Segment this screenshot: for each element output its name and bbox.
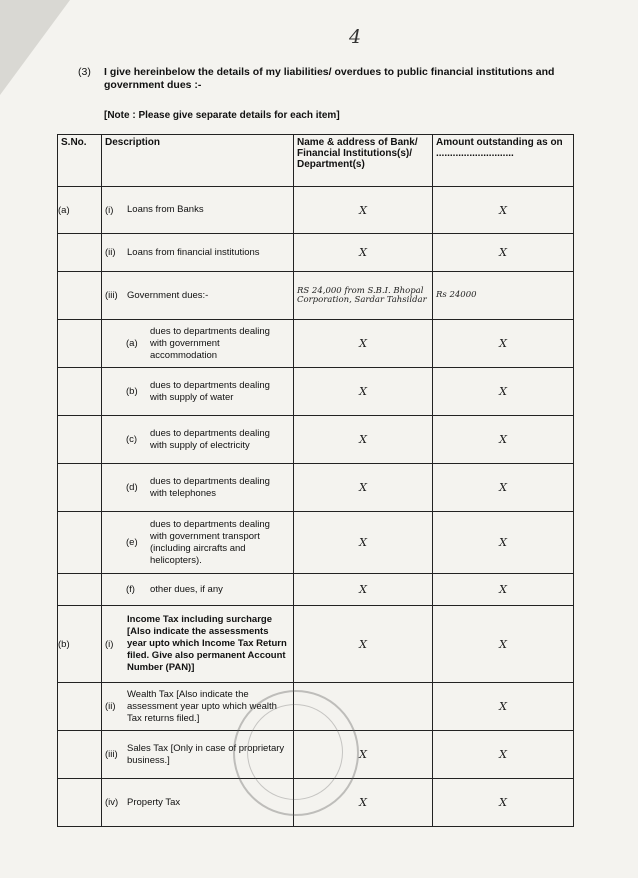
row-description-cell	[102, 574, 294, 606]
intro-text: I give hereinbelow the details of my liabilities/ overdues to public financial institutions and government dues :-	[104, 66, 555, 91]
header-amount: Amount outstanding as on ............................	[433, 135, 574, 187]
row-sno	[58, 779, 102, 827]
row-description: dues to departments dealing with telephones	[150, 475, 270, 499]
row-description: dues to departments dealing with supply of water	[150, 379, 270, 403]
row-amount: Rs 24000	[433, 272, 574, 320]
row-amount: X	[433, 512, 574, 574]
row-sub-index: (a)	[126, 338, 138, 349]
row-roman-index: (i)	[105, 204, 114, 216]
table-row	[58, 368, 574, 416]
row-amount: X	[433, 368, 574, 416]
row-amount: X	[433, 779, 574, 827]
row-description: Loans from Banks	[127, 204, 204, 215]
row-description-cell	[102, 416, 294, 464]
row-sno	[58, 272, 102, 320]
table-row	[58, 272, 574, 320]
row-name-address: X	[294, 731, 433, 779]
row-description: Property Tax	[127, 796, 181, 808]
official-seal-stamp	[233, 690, 359, 816]
table-row	[58, 234, 574, 272]
header-name-address: Name & address of Bank/ Financial Institutions(s)/ Department(s)	[294, 135, 433, 187]
row-name-address: X	[294, 512, 433, 574]
row-sub-index: (e)	[126, 537, 138, 548]
row-sno	[58, 320, 102, 368]
row-description: Government dues:-	[127, 289, 209, 301]
row-sno: (b)	[58, 606, 102, 683]
row-sno	[58, 574, 102, 606]
row-name-address: X	[294, 464, 433, 512]
row-amount: X	[433, 683, 574, 731]
row-description: Loans from financial institutions	[127, 246, 260, 258]
row-amount: X	[433, 187, 574, 234]
note-text: [Note : Please give separate details for each item]	[104, 110, 340, 121]
section-number: (3)	[78, 66, 91, 78]
table-row	[58, 464, 574, 512]
row-description-cell	[102, 464, 294, 512]
table-row	[58, 606, 574, 683]
row-name-address: X	[294, 606, 433, 683]
row-sub-index: (c)	[126, 434, 138, 445]
table-header-row	[58, 135, 574, 187]
table-row	[58, 574, 574, 606]
row-sub-index: (b)	[126, 386, 138, 397]
row-description-cell	[102, 320, 294, 368]
row-description: dues to departments dealing with government accommodation	[150, 325, 270, 361]
row-roman-index: (iii)	[105, 749, 118, 760]
row-roman-index: (ii)	[105, 247, 116, 258]
row-description-cell	[102, 512, 294, 574]
row-description: other dues, if any	[150, 583, 223, 595]
row-description-cell	[102, 272, 294, 320]
row-description: Sales Tax [Only in case of proprietary business.]	[127, 742, 285, 766]
row-sub-index: (d)	[126, 482, 138, 493]
row-description: Income Tax including surcharge [Also indicate the assessments year upto which Income Tax Return filed. Give also permanent Account Number (PAN)]	[127, 614, 287, 673]
row-description: dues to departments dealing with government transport (including aircrafts and helicopters).	[150, 518, 270, 566]
page-number: 4	[349, 26, 362, 48]
row-amount: X	[433, 320, 574, 368]
row-roman-index: (ii)	[105, 701, 116, 712]
row-amount: X	[433, 606, 574, 683]
row-description: Wealth Tax [Also indicate the assessment year upto which wealth Tax returns filed.]	[127, 688, 277, 724]
row-amount: X	[433, 416, 574, 464]
header-description: Description	[102, 135, 294, 187]
row-description-cell	[102, 368, 294, 416]
row-description-cell	[102, 187, 294, 234]
row-sno	[58, 464, 102, 512]
row-name-address: X	[294, 779, 433, 827]
row-sno: (a)	[58, 187, 102, 234]
table-row	[58, 512, 574, 574]
row-description-cell	[102, 606, 294, 683]
row-name-address: X	[294, 320, 433, 368]
row-sno	[58, 368, 102, 416]
row-name-address: X	[294, 187, 433, 234]
folded-page-corner	[0, 0, 70, 95]
row-sno	[58, 416, 102, 464]
row-sno	[58, 683, 102, 731]
row-name-address: X	[294, 574, 433, 606]
row-name-address: X	[294, 368, 433, 416]
row-name-address: X	[294, 416, 433, 464]
row-amount: X	[433, 234, 574, 272]
row-sub-index: (f)	[126, 584, 135, 595]
row-amount: X	[433, 464, 574, 512]
row-name-address: RS 24,000 from S.B.I. Bhopal Corporation, Sardar Tahsildar	[294, 272, 433, 320]
row-sno	[58, 512, 102, 574]
table-row	[58, 187, 574, 234]
row-amount: X	[433, 574, 574, 606]
row-amount: X	[433, 731, 574, 779]
row-sno	[58, 731, 102, 779]
row-description: dues to departments dealing with supply of electricity	[150, 427, 270, 451]
row-sno	[58, 234, 102, 272]
row-description-cell	[102, 234, 294, 272]
row-roman-index: (iii)	[105, 290, 118, 301]
table-row	[58, 416, 574, 464]
header-sno: S.No.	[58, 135, 102, 187]
row-roman-index: (i)	[105, 638, 114, 650]
row-roman-index: (iv)	[105, 797, 119, 808]
row-name-address: X	[294, 234, 433, 272]
table-row	[58, 320, 574, 368]
